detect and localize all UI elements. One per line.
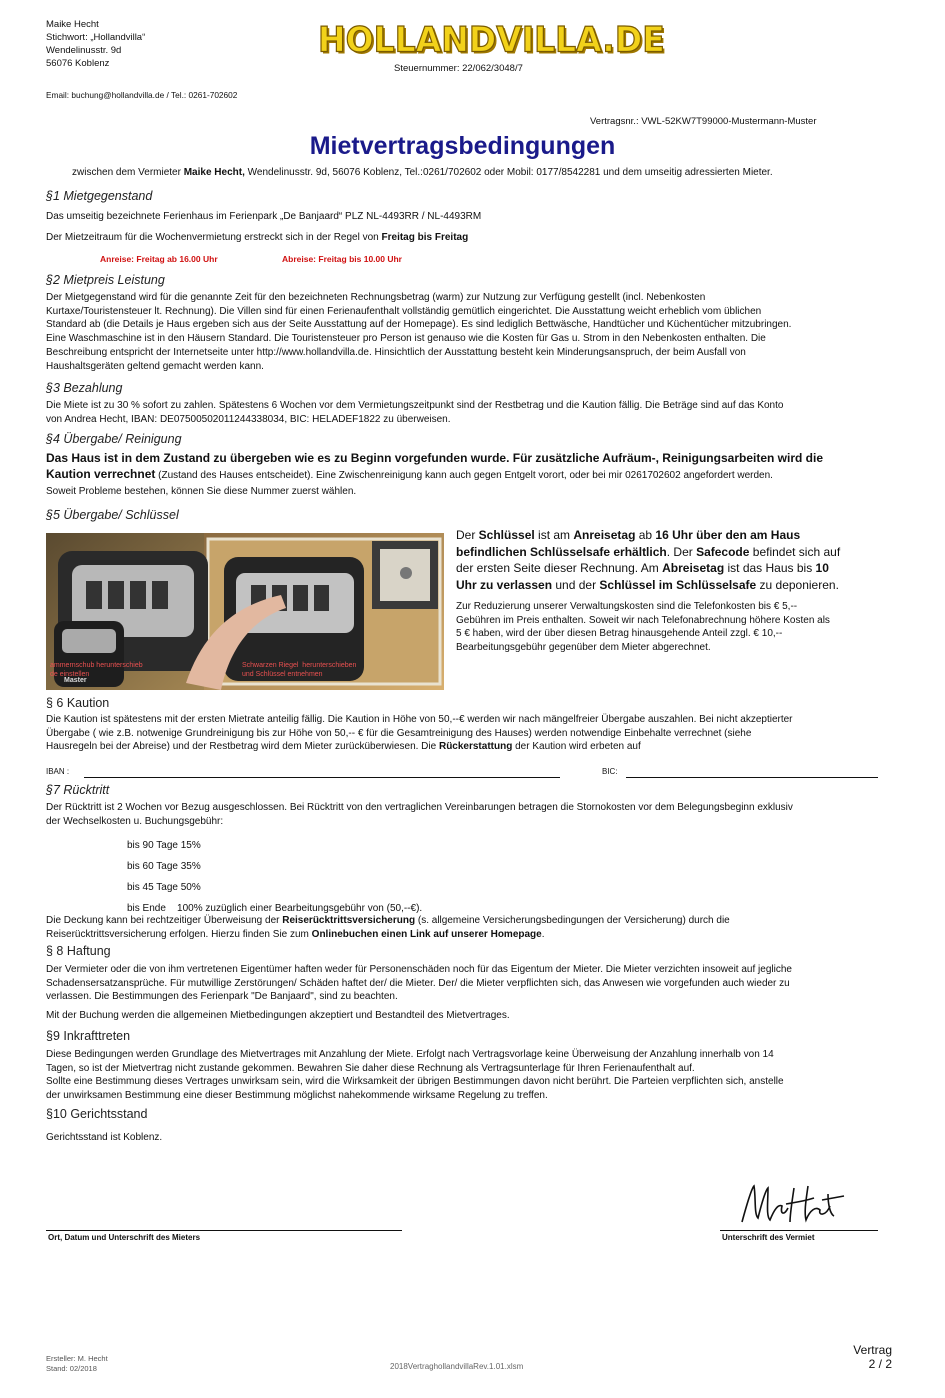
iban-label: IBAN :	[46, 767, 70, 776]
photo-caption-left: ammernschub herunterschieb de einstellen	[50, 662, 143, 678]
section-3-text: Die Miete ist zu 30 % sofort zu zahlen. Spätestens 6 Wochen vor dem Vermietungszeitpunkt sind der Restbetrag und die Kaution fällig. Die Beträge sind auf das Konto von Andrea Hecht, IBAN: DE07500502011244338034, BIC: HELADEF1822 zu überweisen.	[46, 400, 784, 425]
tenant-signature-label: Ort, Datum und Unterschrift des Mieters	[48, 1233, 201, 1242]
footer-file: 2018VertraghollandvillaRev.1.01.xlsm	[390, 1362, 524, 1371]
section-9-heading: §9 Inkrafttreten	[46, 1029, 131, 1043]
landlord-name: Maike Hecht	[46, 19, 99, 30]
section-5-heading: §5 Übergabe/ Schlüssel	[46, 508, 179, 522]
section-8-heading: § 8 Haftung	[46, 944, 111, 958]
section-4-heading: §4 Übergabe/ Reinigung	[46, 432, 182, 446]
section-1-heading: §1 Mietgegenstand	[46, 189, 153, 203]
street: Wendelinusstr. 9d	[46, 45, 122, 56]
iban-line[interactable]	[84, 777, 560, 778]
key-safe-photo	[46, 533, 444, 690]
section-4-text: Das Haus ist in dem Zustand zu übergeben wie es zu Beginn vorgefunden wurde. Für zusätzliche Aufräum-, Reinigungsarbeiten wird die Kaution verrechnet (Zustand des Hauses entscheidet). Eine Zwischenreinigung kann auch gegen Entgelt vorort, oder bei mir 0261702602 angefordert werden. Soweit Probleme bestehen, können Sie diese Nummer zuerst wählen.	[46, 451, 823, 497]
keyword: Stichwort: „Hollandvilla“	[46, 32, 146, 43]
logo: HOLLANDVILLA.DE	[318, 19, 665, 60]
section-8-text: Der Vermieter oder die von ihm vertretenen Eigentümer haften weder für Personenschäden noch für das Eigentum der Mieter. Die Mieter verzichten insoweit auf jegliche Schadensersatzansprüche. Für mutwillige Zerstörungen/ Schäden haftet der/ die Mieter. Der/ die Mieter verpflichten sich, das Anwesen wie vorgefunden auch wieder zu verlassen. Die Bestimmungen des Ferienpark "De Banjaard", sind zu beachten.	[46, 964, 792, 1003]
bic-label: BIC:	[602, 767, 618, 776]
cancellation-tiers	[127, 835, 422, 919]
tax-number: Steuernummer: 22/062/3048/7	[394, 63, 523, 74]
section-2-heading: §2 Mietpreis Leistung	[46, 273, 165, 287]
tier-item: bis 45 Tage 50%	[127, 882, 201, 893]
page-title: Mietvertragsbedingungen	[309, 132, 616, 160]
page-number: Vertrag 2 / 2	[853, 1343, 892, 1371]
section-5-phone-text: Zur Reduzierung unserer Verwaltungskosten sind die Telefonkosten bis € 5,-- Gebühren im Preis enthalten. Soweit wir nach Telefonabrechnung höhere Kosten als 5 € haben, wird der über diesen Betrag hinausgehende Anteil zzgl. € 10,-- Bearbeitungsgebühr gegenüber dem Mieter abgerechnet.	[456, 601, 830, 654]
landlord-signature-label: Unterschrift des Vermiet	[722, 1233, 815, 1242]
section-7-insurance: Die Deckung kann bei rechtzeitiger Überweisung der Reiserücktrittsversicherung (s. allgemeine Versicherungsbedingungen der Versicherung) durch die Reiserücktrittsversicherung erfolgen. Hierzu finden Sie zum Onlinebuchen einen Link auf unserer Homepage.	[46, 915, 730, 940]
section-7-text: Der Rücktritt ist 2 Wochen vor Bezug ausgeschlossen. Bei Rücktritt von den vertraglichen Vereinbarungen betragen die Stornokosten vor dem Belegungsbeginn exklusiv der Wechselkosten u. Buchungsgebühr:	[46, 802, 793, 827]
section-6-heading: § 6 Kaution	[46, 696, 110, 710]
arrival-time: Anreise: Freitag ab 16.00 Uhr	[100, 254, 218, 264]
landlord-address	[46, 18, 145, 70]
section-1-period: Der Mietzeitraum für die Wochenvermietung erstreckt sich in der Regel von Freitag bis Freitag	[46, 232, 469, 243]
section-7-heading: §7 Rücktritt	[46, 783, 110, 797]
footer-meta: Ersteller: M. Hecht Stand: 02/2018	[46, 1354, 108, 1373]
landlord-signature	[736, 1180, 848, 1228]
tier-item: bis 90 Tage 15%	[127, 840, 201, 851]
section-9-text: Diese Bedingungen werden Grundlage des Mietvertrages mit Anzahlung der Miete. Erfolgt nach Vertragsvorlage keine Überweisung der Anzahlung innerhalb von 14 Tagen, so ist der Mietvertrag nicht zustande gekommen. Bewahren Sie daher diese Rechnung als Vertragsunterlage für Ihren Ferienaufenthalt auf. Sollte eine Bestimmung dieses Vertrages unwirksam sein, wird die Wirksamkeit der übrigen Bestimmungen davon nicht berührt. Die Parteien verpflichten sich, anstelle der unwirksamen Bestimmung eine dieser Bestimmung möglichst nahekommende wirksame Regelung zu treffen.	[46, 1049, 784, 1102]
bic-line[interactable]	[626, 777, 878, 778]
section-10-text: Gerichtsstand ist Koblenz.	[46, 1132, 163, 1143]
tenant-signature-line[interactable]	[46, 1230, 402, 1231]
photo-brand: Master	[64, 677, 87, 684]
section-3-heading: §3 Bezahlung	[46, 381, 123, 395]
section-8-acceptance: Mit der Buchung werden die allgemeinen Mietbedingungen akzeptiert und Bestandteil des Mietvertrages.	[46, 1010, 510, 1021]
intro-line: zwischen dem Vermieter Maike Hecht, Wendelinusstr. 9d, 56076 Koblenz, Tel.:0261/702602 oder Mobil: 0177/8542281 und dem umseitig adressierten Mieter.	[72, 167, 773, 178]
section-5-key-text: Der Schlüssel ist am Anreisetag ab 16 Uhr über den am Haus befindlichen Schlüsselsafe erhältlich. Der Safecode befindet sich auf der ersten Seite dieser Rechnung. Am Abreisetag ist das Haus bis 10 Uhr zu verlassen und der Schlüssel im Schlüsselsafe zu deponieren.	[456, 528, 841, 592]
tier-item: bis 60 Tage 35%	[127, 861, 201, 872]
section-1-text: Das umseitig bezeichnete Ferienhaus im Ferienpark „De Banjaard“ PLZ NL-4493RR / NL-4493RM	[46, 211, 482, 222]
photo-caption-right: Schwarzen Riegel herunterschieben und Schlüssel entnehmen	[242, 662, 357, 678]
landlord-signature-line	[720, 1230, 878, 1231]
section-2-text: Der Mietgegenstand wird für die genannte Zeit für den bezeichneten Rechnungsbetrag (warm) zur Nutzung zur Verfügung gestellt (incl. Nebenkosten Kurtaxe/Touristensteuer lt. Rechnung). Die Villen sind für einen Ferienaufenthalt vollständig gemütlich eingerichtet. Die Ausstattung weicht erheblich vom üblichen Standard ab (die Details je Haus ergeben sich aus der Seite Ausstattung auf der Homepage). Es sind lediglich Bettwäsche, Handtücher und Küchentücher mitzubringen. Eine Waschmaschine ist in den Häusern Standard. Die Touristensteuer pro Person ist genauso wie die Kosten für Gas u. Strom in den Nebenkosten enthalten. Die Beschreibung entspricht der Internetseite unter http://www.hollandvilla.de. Hinsichtlich der Ausstattung besteht kein Minderungsanspruch, der beim Ausfall von Haushaltsgeräten geltend gemacht werden kann.	[46, 292, 792, 372]
section-10-heading: §10 Gerichtsstand	[46, 1107, 148, 1121]
departure-time: Abreise: Freitag bis 10.00 Uhr	[282, 254, 402, 264]
contract-number: Vertragsnr.: VWL-52KW7T99000-Mustermann-Muster	[590, 116, 817, 127]
section-6-text: Die Kaution ist spätestens mit der ersten Mietrate anteilig fällig. Die Kaution in Höhe von 50,--€ werden wir nach mängelfreier Übergabe auszahlen. Bei nicht akzeptierter Übergabe ( wie z.B. notwenige Grundreinigung bis zur Höhe von 50,-- € für die Gesamtreinigung des Hauses) werden notwendige Einbehalte verrechnet (siehe Hausregeln bei der Abreise) und der Restbetrag wird dem Mieter zurücküberwiesen. Die Rückerstattung der Kaution wird erbeten auf	[46, 714, 793, 753]
contact-line: Email: buchung@hollandvilla.de / Tel.: 0261-702602	[46, 90, 238, 100]
tier-item: bis Ende 100% zuzüglich einer Bearbeitungsgebühr von (50,--€).	[127, 903, 423, 914]
city: 56076 Koblenz	[46, 58, 110, 69]
